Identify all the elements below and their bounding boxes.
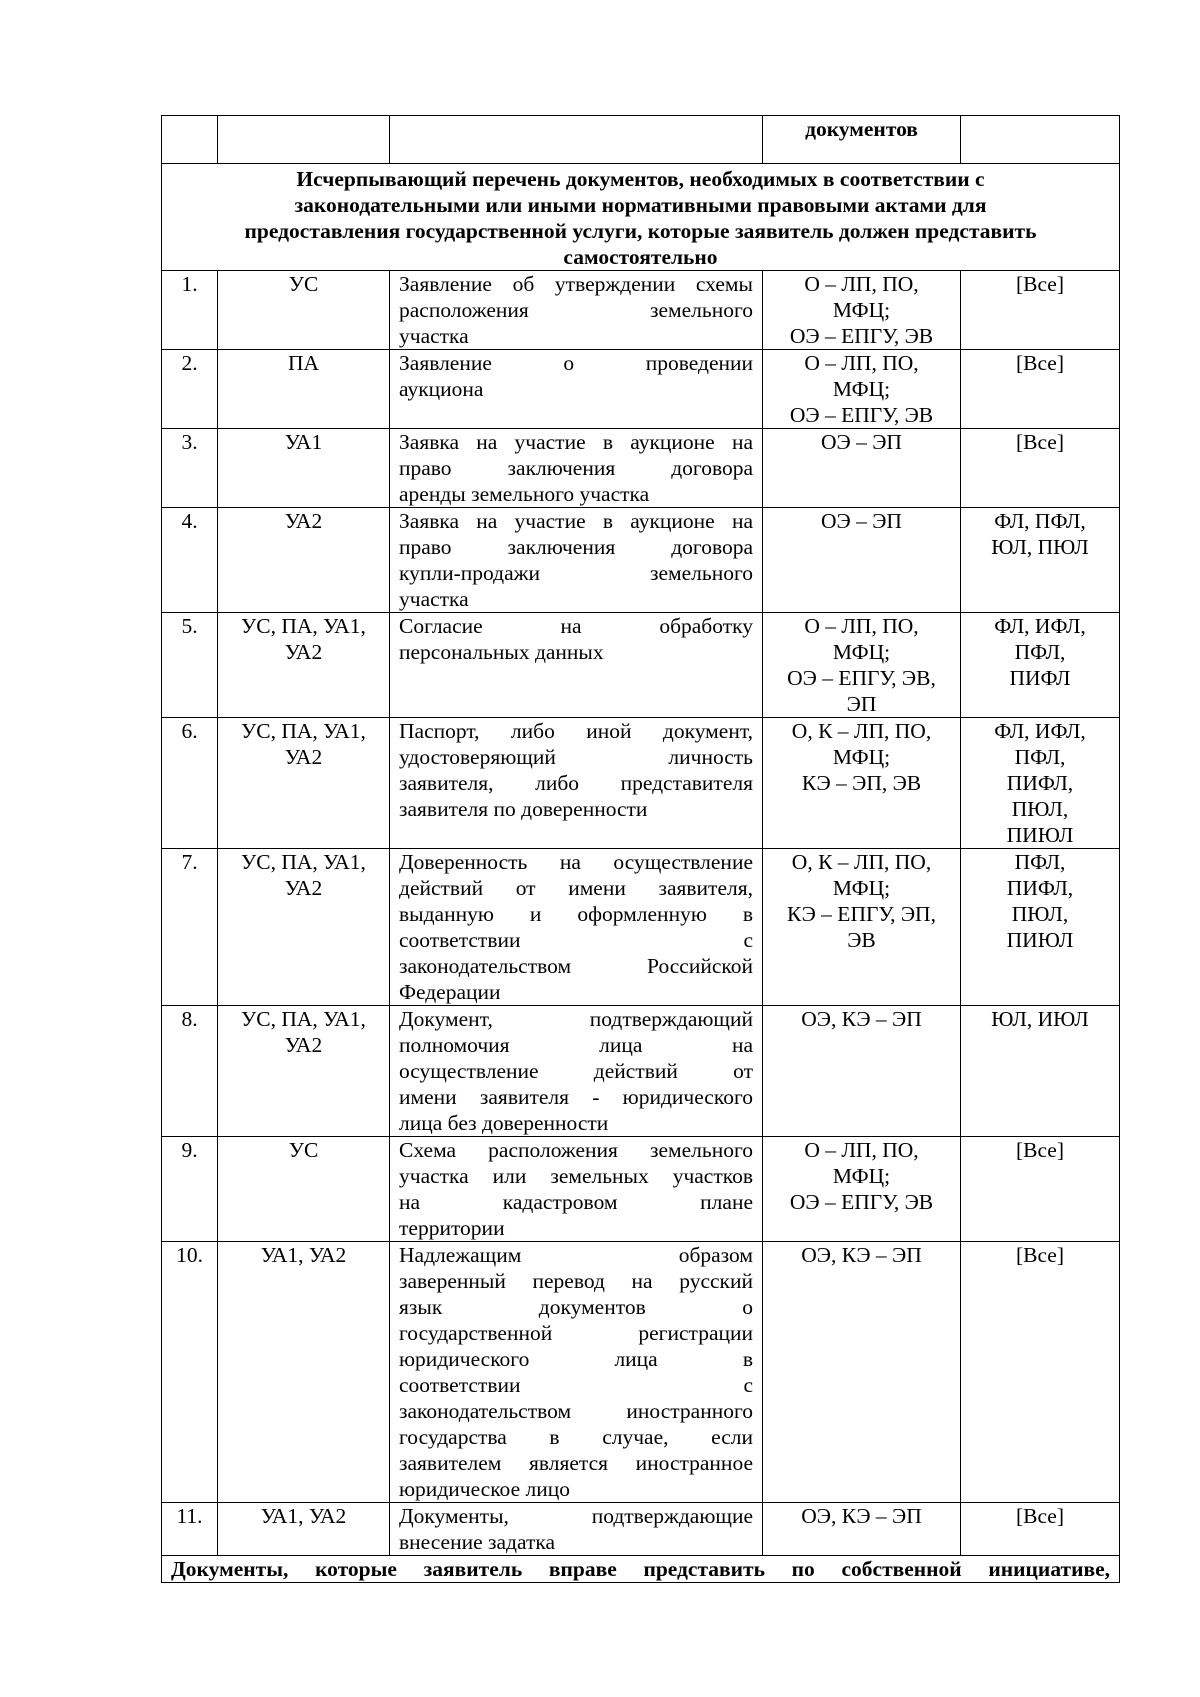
table-row bbox=[162, 718, 1120, 849]
applicant-category-line: ПИФЛ bbox=[1009, 666, 1071, 690]
service-code bbox=[218, 1242, 390, 1503]
applicant-category bbox=[961, 429, 1120, 508]
applicant-category-line: ПФЛ, bbox=[1014, 640, 1066, 664]
document-name bbox=[390, 1006, 763, 1137]
applicant-category bbox=[961, 1503, 1120, 1556]
service-code-line: УС, ПА, УА1, bbox=[241, 719, 366, 743]
applicant-category-line: [Все] bbox=[1015, 272, 1064, 296]
document-name-line: аренды земельного участка bbox=[399, 482, 650, 506]
section-header-line: самостоятельно bbox=[563, 245, 718, 269]
submission-method-line: ЭП bbox=[846, 692, 877, 716]
applicant-category-line: ФЛ, ИФЛ, bbox=[994, 719, 1086, 743]
cell-empty bbox=[961, 116, 1120, 164]
document-name-line: участка bbox=[399, 324, 469, 348]
document-name-line: Согласие на обработку bbox=[399, 614, 753, 638]
row-number: 8. bbox=[162, 1006, 218, 1137]
submission-method-line: ОЭ, КЭ – ЭП bbox=[801, 1007, 922, 1031]
service-code-line: УА1, УА2 bbox=[260, 1243, 347, 1267]
table-row bbox=[162, 613, 1120, 718]
document-name-line: Заявка на участие в аукционе на bbox=[399, 509, 753, 533]
row-number: 10. bbox=[162, 1242, 218, 1503]
document-name-line: законодательством иностранного bbox=[399, 1399, 753, 1423]
applicant-category-line: ФЛ, ПФЛ, bbox=[994, 509, 1086, 533]
section-header-line: предоставления государственной услуги, которые заявитель должен представить bbox=[244, 219, 1037, 243]
applicant-category-line: [Все] bbox=[1015, 1138, 1064, 1162]
document-name-line: выданную и оформленную в bbox=[399, 902, 753, 926]
applicant-category bbox=[961, 271, 1120, 350]
service-code bbox=[218, 508, 390, 613]
cell-empty bbox=[162, 116, 218, 164]
document-name bbox=[390, 271, 763, 350]
row-number: 11. bbox=[162, 1503, 218, 1556]
document-name-line: удостоверяющий личность bbox=[399, 745, 753, 769]
service-code bbox=[218, 350, 390, 429]
submission-method bbox=[763, 508, 961, 613]
submission-method bbox=[763, 1006, 961, 1137]
applicant-category-line: ПЮЛ, bbox=[1011, 797, 1069, 821]
submission-method bbox=[763, 271, 961, 350]
submission-method-line: О, К – ЛП, ПО, bbox=[791, 719, 932, 743]
document-name-line: право заключения договора bbox=[399, 456, 753, 480]
service-code-line: УС, ПА, УА1, bbox=[241, 1007, 366, 1031]
submission-method bbox=[763, 718, 961, 849]
applicant-category-line: [Все] bbox=[1015, 351, 1064, 375]
document-name-line: заверенный перевод на русский bbox=[399, 1269, 753, 1293]
applicant-category bbox=[961, 1137, 1120, 1242]
applicant-category-line: ПФЛ, bbox=[1014, 745, 1066, 769]
document-name-line: заявителя по доверенности bbox=[399, 797, 648, 821]
document-name-line: на кадастровом плане bbox=[399, 1190, 753, 1214]
applicant-category-line: ПЮЛ, bbox=[1011, 902, 1069, 926]
submission-method-line: ОЭ – ЕПГУ, ЭВ, bbox=[787, 666, 936, 690]
document-name-line: юридического лица в bbox=[399, 1347, 753, 1371]
footer-section-header: Документы, которые заявитель вправе представить по собственной инициативе, bbox=[162, 1556, 1120, 1583]
table-row bbox=[162, 1006, 1120, 1137]
service-code bbox=[218, 429, 390, 508]
submission-method-line: МФЦ; bbox=[832, 298, 891, 322]
document-name bbox=[390, 1503, 763, 1556]
applicant-category-line: ЮЛ, ИЮЛ bbox=[991, 1007, 1089, 1031]
submission-method-line: КЭ – ЭП, ЭВ bbox=[801, 771, 922, 795]
document-name bbox=[390, 508, 763, 613]
submission-method-line: МФЦ; bbox=[832, 745, 891, 769]
service-code-line: УА2 bbox=[284, 509, 323, 533]
applicant-category-line: [Все] bbox=[1015, 1504, 1064, 1528]
table-row bbox=[162, 1503, 1120, 1556]
document-name-line: внесение задатка bbox=[399, 1530, 556, 1554]
document-name-line: Заявка на участие в аукционе на bbox=[399, 430, 753, 454]
service-code bbox=[218, 1006, 390, 1137]
document-name-line: государства в случае, если bbox=[399, 1425, 753, 1449]
row-number: 1. bbox=[162, 271, 218, 350]
submission-method bbox=[763, 849, 961, 1006]
documents-table bbox=[161, 115, 1120, 1583]
applicant-category-line: ЮЛ, ПЮЛ bbox=[991, 535, 1089, 559]
submission-method-line: МФЦ; bbox=[832, 377, 891, 401]
applicant-category-line: ПИФЛ, bbox=[1006, 771, 1074, 795]
submission-method-line: ОЭ – ЕПГУ, ЭВ bbox=[789, 403, 934, 427]
document-name-line: осуществление действий от bbox=[399, 1059, 753, 1083]
service-code bbox=[218, 1137, 390, 1242]
document-name-line: участка или земельных участков bbox=[399, 1164, 753, 1188]
cell-empty bbox=[390, 116, 763, 164]
applicant-category-line: ФЛ, ИФЛ, bbox=[994, 614, 1086, 638]
row-number: 3. bbox=[162, 429, 218, 508]
document-name-line: Федерации bbox=[399, 980, 501, 1004]
service-code bbox=[218, 1503, 390, 1556]
service-code-line: УА2 bbox=[284, 1033, 323, 1057]
document-name-line: заявителя, либо представителя bbox=[399, 771, 753, 795]
submission-method-line: МФЦ; bbox=[832, 1164, 891, 1188]
document-name-line: Паспорт, либо иной документ, bbox=[399, 719, 753, 743]
service-code bbox=[218, 718, 390, 849]
applicant-category bbox=[961, 1242, 1120, 1503]
submission-method-line: ОЭ – ЭП bbox=[821, 509, 902, 533]
document-name-line: Документ, подтверждающий bbox=[399, 1007, 753, 1031]
submission-method-line: ОЭ, КЭ – ЭП bbox=[801, 1243, 922, 1267]
document-name-line: заявителем является иностранное bbox=[399, 1451, 753, 1475]
document-name-line: территории bbox=[399, 1216, 505, 1240]
applicant-category-line: [Все] bbox=[1015, 430, 1064, 454]
document-name-line: соответствии с bbox=[399, 1373, 753, 1397]
applicant-category-line: ПИФЛ, bbox=[1006, 876, 1074, 900]
table-row bbox=[162, 429, 1120, 508]
row-number: 9. bbox=[162, 1137, 218, 1242]
document-name bbox=[390, 429, 763, 508]
section-header-line: законодательными или иными нормативными правовыми актами для bbox=[294, 193, 987, 217]
document-name-line: соответствии с bbox=[399, 928, 753, 952]
document-name-line: лица без доверенности bbox=[399, 1111, 609, 1135]
row-number: 4. bbox=[162, 508, 218, 613]
document-name-line: аукциона bbox=[399, 377, 484, 401]
service-code-line: УС, ПА, УА1, bbox=[241, 614, 366, 638]
document-name bbox=[390, 849, 763, 1006]
document-name-line: купли-продажи земельного bbox=[399, 561, 753, 585]
submission-method-line: ОЭ, КЭ – ЭП bbox=[801, 1504, 922, 1528]
section-header bbox=[162, 164, 1120, 271]
cell-empty bbox=[218, 116, 390, 164]
service-code-line: УА2 bbox=[284, 745, 323, 769]
row-number: 7. bbox=[162, 849, 218, 1006]
row-number: 6. bbox=[162, 718, 218, 849]
document-name-line: Схема расположения земельного bbox=[399, 1138, 753, 1162]
submission-method-line: ОЭ – ЕПГУ, ЭВ bbox=[789, 324, 934, 348]
document-name-line: юридическое лицо bbox=[399, 1477, 570, 1501]
document-name-line: язык документов о bbox=[399, 1295, 753, 1319]
applicant-category bbox=[961, 508, 1120, 613]
document-name-line: Заявление о проведении bbox=[399, 351, 753, 375]
submission-method-line: О – ЛП, ПО, bbox=[804, 351, 919, 375]
submission-method-line: МФЦ; bbox=[832, 640, 891, 664]
service-code-line: УС bbox=[288, 272, 319, 296]
service-code-line: ПА bbox=[287, 351, 320, 375]
document-name-line: персональных данных bbox=[399, 640, 604, 664]
document-name bbox=[390, 718, 763, 849]
table-row bbox=[162, 350, 1120, 429]
submission-method-line: О – ЛП, ПО, bbox=[804, 614, 919, 638]
section-header-row bbox=[162, 164, 1120, 271]
table-row bbox=[162, 508, 1120, 613]
submission-method-line: О – ЛП, ПО, bbox=[804, 1138, 919, 1162]
applicant-category bbox=[961, 1006, 1120, 1137]
service-code-line: УС bbox=[288, 1138, 319, 1162]
table-row bbox=[162, 271, 1120, 350]
table-row bbox=[162, 1242, 1120, 1503]
section-header-line: Исчерпывающий перечень документов, необходимых в соответствии с bbox=[296, 167, 985, 191]
applicant-category bbox=[961, 350, 1120, 429]
submission-method bbox=[763, 1137, 961, 1242]
submission-method-line: ОЭ – ЕПГУ, ЭВ bbox=[789, 1190, 934, 1214]
document-name-line: имени заявителя - юридического bbox=[399, 1085, 753, 1109]
applicant-category-line: ПФЛ, bbox=[1014, 850, 1066, 874]
applicant-category-line: ПИЮЛ bbox=[1006, 823, 1074, 847]
table-row bbox=[162, 1137, 1120, 1242]
document-name-line: действий от имени заявителя, bbox=[399, 876, 753, 900]
submission-method bbox=[763, 350, 961, 429]
continuation-row bbox=[162, 116, 1120, 164]
applicant-category-line: ПИЮЛ bbox=[1006, 928, 1074, 952]
document-name-line: Документы, подтверждающие bbox=[399, 1504, 753, 1528]
applicant-category bbox=[961, 613, 1120, 718]
service-code-line: УА2 bbox=[284, 876, 323, 900]
submission-method bbox=[763, 1503, 961, 1556]
submission-method-line: КЭ – ЕПГУ, ЭП, bbox=[787, 902, 936, 926]
document-name-line: законодательством Российской bbox=[399, 954, 753, 978]
service-code bbox=[218, 613, 390, 718]
submission-method bbox=[763, 429, 961, 508]
document-name bbox=[390, 350, 763, 429]
document-name-line: право заключения договора bbox=[399, 535, 753, 559]
service-code-line: УА1 bbox=[284, 430, 323, 454]
document-name bbox=[390, 613, 763, 718]
submission-method-line: ЭВ bbox=[847, 928, 876, 952]
document-name-line: Заявление об утверждении схемы bbox=[399, 272, 753, 296]
document-name-line: полномочия лица на bbox=[399, 1033, 753, 1057]
table-row bbox=[162, 849, 1120, 1006]
document-name-line: участка bbox=[399, 587, 469, 611]
document-name-line: Доверенность на осуществление bbox=[399, 850, 753, 874]
document-name-line: расположения земельного bbox=[399, 298, 753, 322]
submission-method-line: О – ЛП, ПО, bbox=[804, 272, 919, 296]
service-code bbox=[218, 271, 390, 350]
service-code-line: УА1, УА2 bbox=[260, 1504, 347, 1528]
applicant-category-line: [Все] bbox=[1015, 1243, 1064, 1267]
submission-method bbox=[763, 613, 961, 718]
submission-method-line: О, К – ЛП, ПО, bbox=[791, 850, 932, 874]
footer-header-row bbox=[162, 1556, 1120, 1583]
document-name bbox=[390, 1137, 763, 1242]
service-code-line: УА2 bbox=[284, 640, 323, 664]
continuation-text: документов bbox=[763, 116, 961, 164]
row-number: 5. bbox=[162, 613, 218, 718]
service-code bbox=[218, 849, 390, 1006]
row-number: 2. bbox=[162, 350, 218, 429]
submission-method-line: ОЭ – ЭП bbox=[821, 430, 902, 454]
document-name-line: государственной регистрации bbox=[399, 1321, 753, 1345]
submission-method bbox=[763, 1242, 961, 1503]
submission-method-line: МФЦ; bbox=[832, 876, 891, 900]
applicant-category bbox=[961, 849, 1120, 1006]
document-name bbox=[390, 1242, 763, 1503]
service-code-line: УС, ПА, УА1, bbox=[241, 850, 366, 874]
applicant-category bbox=[961, 718, 1120, 849]
document-name-line: Надлежащим образом bbox=[399, 1243, 753, 1267]
